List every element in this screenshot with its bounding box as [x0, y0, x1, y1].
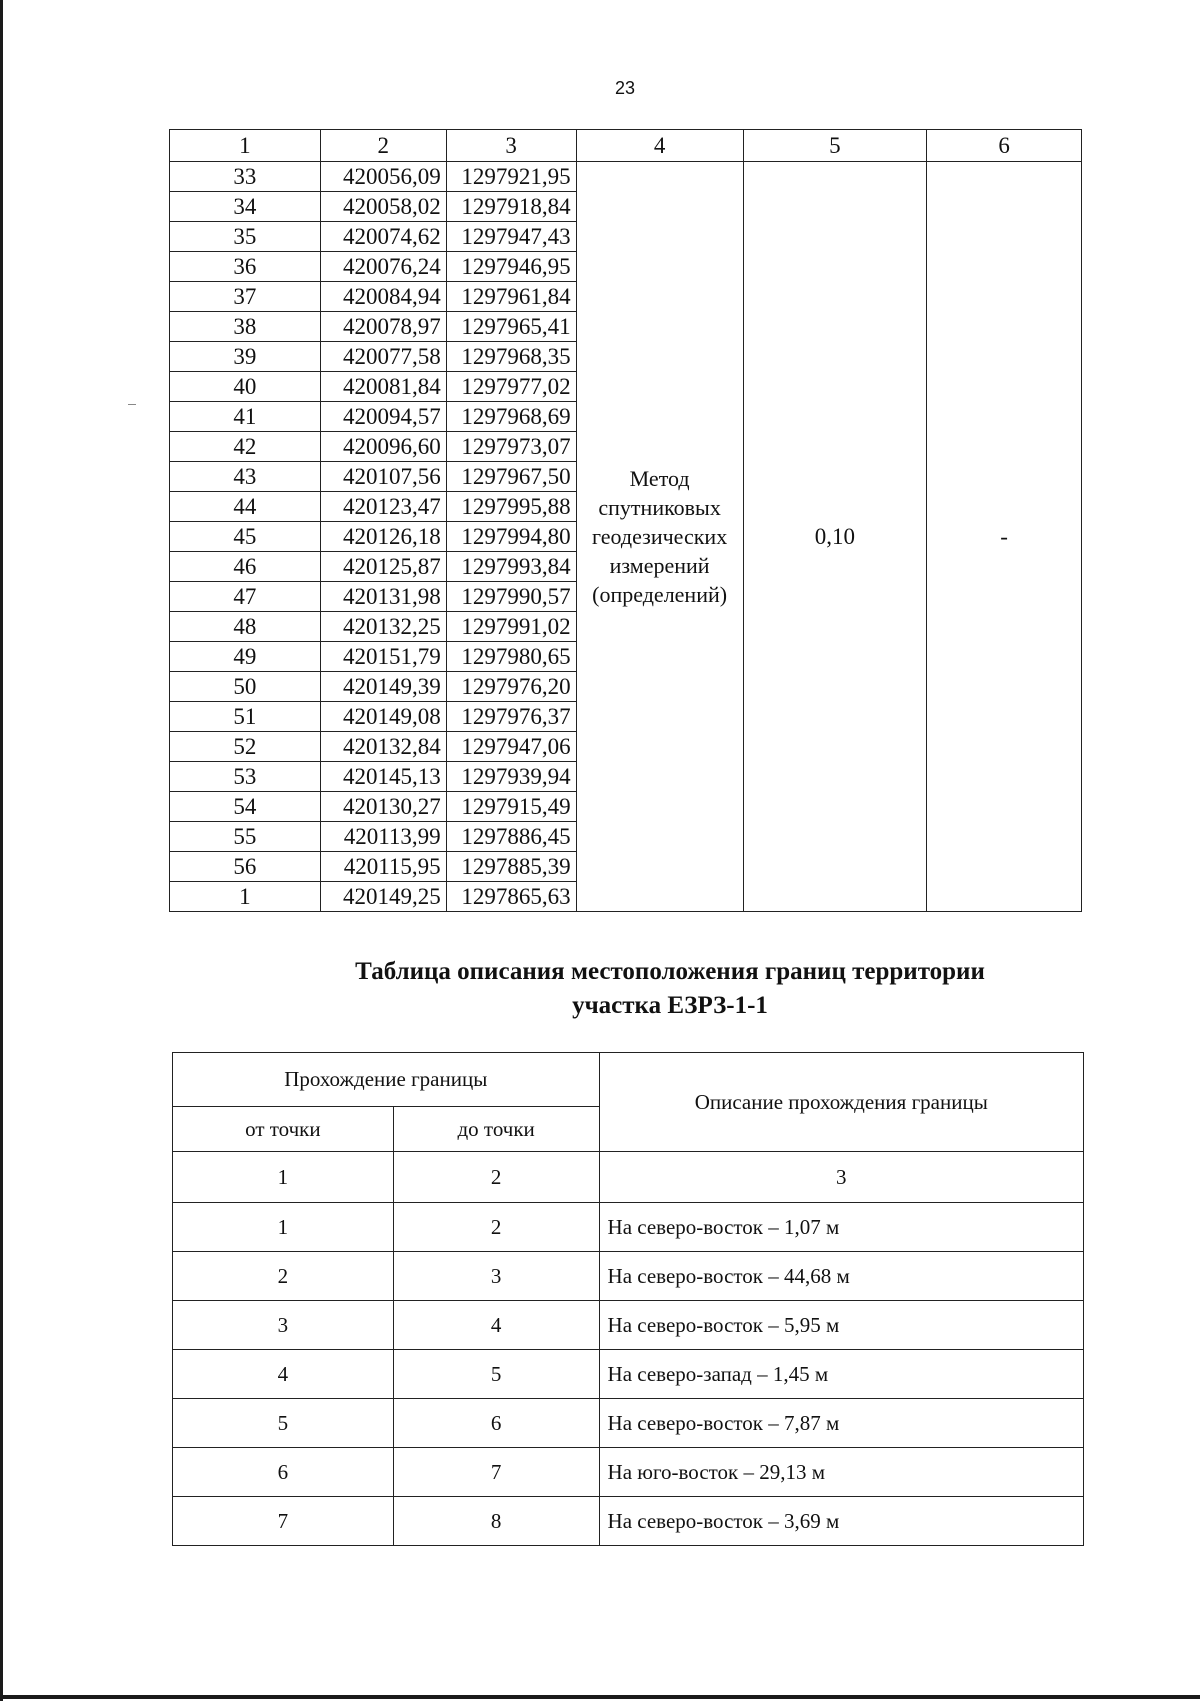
coordinates-table [169, 129, 1082, 912]
border-row [173, 1448, 1084, 1497]
y-coordinate-cell: 1297947,06 [446, 732, 576, 762]
column-number: 1 [173, 1152, 394, 1203]
y-coordinate-cell: 1297991,02 [446, 612, 576, 642]
point-number-cell: 48 [170, 612, 321, 642]
coordinates-row [170, 162, 1082, 192]
method-line: Метод [629, 466, 690, 491]
point-number-cell: 47 [170, 582, 321, 612]
point-number-cell: 54 [170, 792, 321, 822]
x-coordinate-cell: 420145,13 [320, 762, 446, 792]
x-coordinate-cell: 420130,27 [320, 792, 446, 822]
section-title-line-2: участка ЕЗРЗ-1-1 [572, 992, 768, 1019]
border-description-cell: На юго-восток – 29,13 м [599, 1448, 1083, 1497]
y-coordinate-cell: 1297946,95 [446, 252, 576, 282]
from-point-cell: 2 [173, 1252, 394, 1301]
y-coordinate-cell: 1297915,49 [446, 792, 576, 822]
method-line: (определений) [592, 582, 728, 607]
x-coordinate-cell: 420125,87 [320, 552, 446, 582]
point-number-cell: 39 [170, 342, 321, 372]
point-number-cell: 50 [170, 672, 321, 702]
y-coordinate-cell: 1297995,88 [446, 492, 576, 522]
point-number-cell: 36 [170, 252, 321, 282]
point-number-cell: 37 [170, 282, 321, 312]
border-row [173, 1203, 1084, 1252]
point-number-cell: 46 [170, 552, 321, 582]
coordinates-col-header: 5 [743, 130, 927, 162]
coordinates-col-header: 2 [320, 130, 446, 162]
point-number-cell: 52 [170, 732, 321, 762]
point-number-cell: 40 [170, 372, 321, 402]
point-number-cell: 55 [170, 822, 321, 852]
from-point-cell: 6 [173, 1448, 394, 1497]
accuracy-cell: 0,10 [743, 162, 927, 912]
coordinates-header-row [170, 130, 1082, 162]
from-point-cell: 5 [173, 1399, 394, 1448]
x-coordinate-cell: 420058,02 [320, 192, 446, 222]
y-coordinate-cell: 1297977,02 [446, 372, 576, 402]
from-point-cell: 7 [173, 1497, 394, 1546]
y-coordinate-cell: 1297885,39 [446, 852, 576, 882]
x-coordinate-cell: 420132,84 [320, 732, 446, 762]
border-description-cell: На северо-восток – 5,95 м [599, 1301, 1083, 1350]
x-coordinate-cell: 420126,18 [320, 522, 446, 552]
border-description-cell: На северо-восток – 1,07 м [599, 1203, 1083, 1252]
y-coordinate-cell: 1297939,94 [446, 762, 576, 792]
y-coordinate-cell: 1297967,50 [446, 462, 576, 492]
method-cell [576, 162, 743, 912]
border-description-cell: На северо-запад – 1,45 м [599, 1350, 1083, 1399]
point-number-cell: 43 [170, 462, 321, 492]
point-number-cell: 44 [170, 492, 321, 522]
x-coordinate-cell: 420132,25 [320, 612, 446, 642]
point-number-cell: 56 [170, 852, 321, 882]
x-coordinate-cell: 420149,08 [320, 702, 446, 732]
border-description-body [173, 1152, 1084, 1546]
point-number-cell: 33 [170, 162, 321, 192]
border-description-cell: На северо-восток – 7,87 м [599, 1399, 1083, 1448]
x-coordinate-cell: 420107,56 [320, 462, 446, 492]
column-number: 2 [393, 1152, 599, 1203]
to-point-cell: 8 [393, 1497, 599, 1546]
x-coordinate-cell: 420081,84 [320, 372, 446, 402]
method-line: геодезических [592, 524, 728, 549]
x-coordinate-cell: 420123,47 [320, 492, 446, 522]
x-coordinate-cell: 420084,94 [320, 282, 446, 312]
x-coordinate-cell: 420074,62 [320, 222, 446, 252]
y-coordinate-cell: 1297965,41 [446, 312, 576, 342]
point-number-cell: 34 [170, 192, 321, 222]
note-cell: - [927, 162, 1082, 912]
y-coordinate-cell: 1297886,45 [446, 822, 576, 852]
scan-speck [128, 404, 136, 405]
to-point-cell: 5 [393, 1350, 599, 1399]
x-coordinate-cell: 420096,60 [320, 432, 446, 462]
y-coordinate-cell: 1297993,84 [446, 552, 576, 582]
border-description-cell: На северо-восток – 3,69 м [599, 1497, 1083, 1546]
coordinates-col-header: 3 [446, 130, 576, 162]
y-coordinate-cell: 1297921,95 [446, 162, 576, 192]
method-line: измерений [609, 553, 710, 578]
section-title [240, 955, 1100, 1023]
column-number-row [173, 1152, 1084, 1203]
y-coordinate-cell: 1297994,80 [446, 522, 576, 552]
x-coordinate-cell: 420131,98 [320, 582, 446, 612]
to-point-cell: 4 [393, 1301, 599, 1350]
scan-edge-bottom [0, 1695, 1200, 1699]
border-description-cell: На северо-восток – 44,68 м [599, 1252, 1083, 1301]
to-point-cell: 7 [393, 1448, 599, 1497]
border-description-header: Описание прохождения границы [599, 1053, 1083, 1152]
border-description-table [172, 1052, 1084, 1546]
border-row [173, 1497, 1084, 1546]
from-point-cell: 1 [173, 1203, 394, 1252]
point-number-cell: 35 [170, 222, 321, 252]
x-coordinate-cell: 420115,95 [320, 852, 446, 882]
border-row [173, 1350, 1084, 1399]
coordinates-col-header: 4 [576, 130, 743, 162]
column-number: 3 [599, 1152, 1083, 1203]
point-number-cell: 41 [170, 402, 321, 432]
page-number: 23 [614, 78, 636, 98]
x-coordinate-cell: 420094,57 [320, 402, 446, 432]
to-point-cell: 6 [393, 1399, 599, 1448]
coordinates-col-header: 6 [927, 130, 1082, 162]
point-number-cell: 45 [170, 522, 321, 552]
method-line: спутниковых [598, 495, 721, 520]
y-coordinate-cell: 1297990,57 [446, 582, 576, 612]
to-point-header: до точки [393, 1107, 599, 1152]
y-coordinate-cell: 1297918,84 [446, 192, 576, 222]
border-row [173, 1252, 1084, 1301]
from-point-header: от точки [173, 1107, 394, 1152]
from-point-cell: 3 [173, 1301, 394, 1350]
x-coordinate-cell: 420113,99 [320, 822, 446, 852]
point-number-cell: 42 [170, 432, 321, 462]
y-coordinate-cell: 1297980,65 [446, 642, 576, 672]
scan-edge-left [0, 0, 3, 1701]
from-point-cell: 4 [173, 1350, 394, 1399]
x-coordinate-cell: 420078,97 [320, 312, 446, 342]
y-coordinate-cell: 1297976,20 [446, 672, 576, 702]
x-coordinate-cell: 420151,79 [320, 642, 446, 672]
section-title-line-1: Таблица описания местоположения границ территории [355, 958, 985, 985]
point-number-cell: 38 [170, 312, 321, 342]
border-passage-header: Прохождение границы [173, 1053, 600, 1107]
to-point-cell: 3 [393, 1252, 599, 1301]
y-coordinate-cell: 1297976,37 [446, 702, 576, 732]
point-number-cell: 1 [170, 882, 321, 912]
x-coordinate-cell: 420149,39 [320, 672, 446, 702]
x-coordinate-cell: 420149,25 [320, 882, 446, 912]
coordinates-table-body [170, 162, 1082, 912]
y-coordinate-cell: 1297968,69 [446, 402, 576, 432]
y-coordinate-cell: 1297865,63 [446, 882, 576, 912]
y-coordinate-cell: 1297947,43 [446, 222, 576, 252]
y-coordinate-cell: 1297961,84 [446, 282, 576, 312]
border-row [173, 1399, 1084, 1448]
y-coordinate-cell: 1297968,35 [446, 342, 576, 372]
coordinates-col-header: 1 [170, 130, 321, 162]
point-number-cell: 49 [170, 642, 321, 672]
border-row [173, 1301, 1084, 1350]
x-coordinate-cell: 420076,24 [320, 252, 446, 282]
point-number-cell: 53 [170, 762, 321, 792]
x-coordinate-cell: 420077,58 [320, 342, 446, 372]
to-point-cell: 2 [393, 1203, 599, 1252]
x-coordinate-cell: 420056,09 [320, 162, 446, 192]
point-number-cell: 51 [170, 702, 321, 732]
y-coordinate-cell: 1297973,07 [446, 432, 576, 462]
